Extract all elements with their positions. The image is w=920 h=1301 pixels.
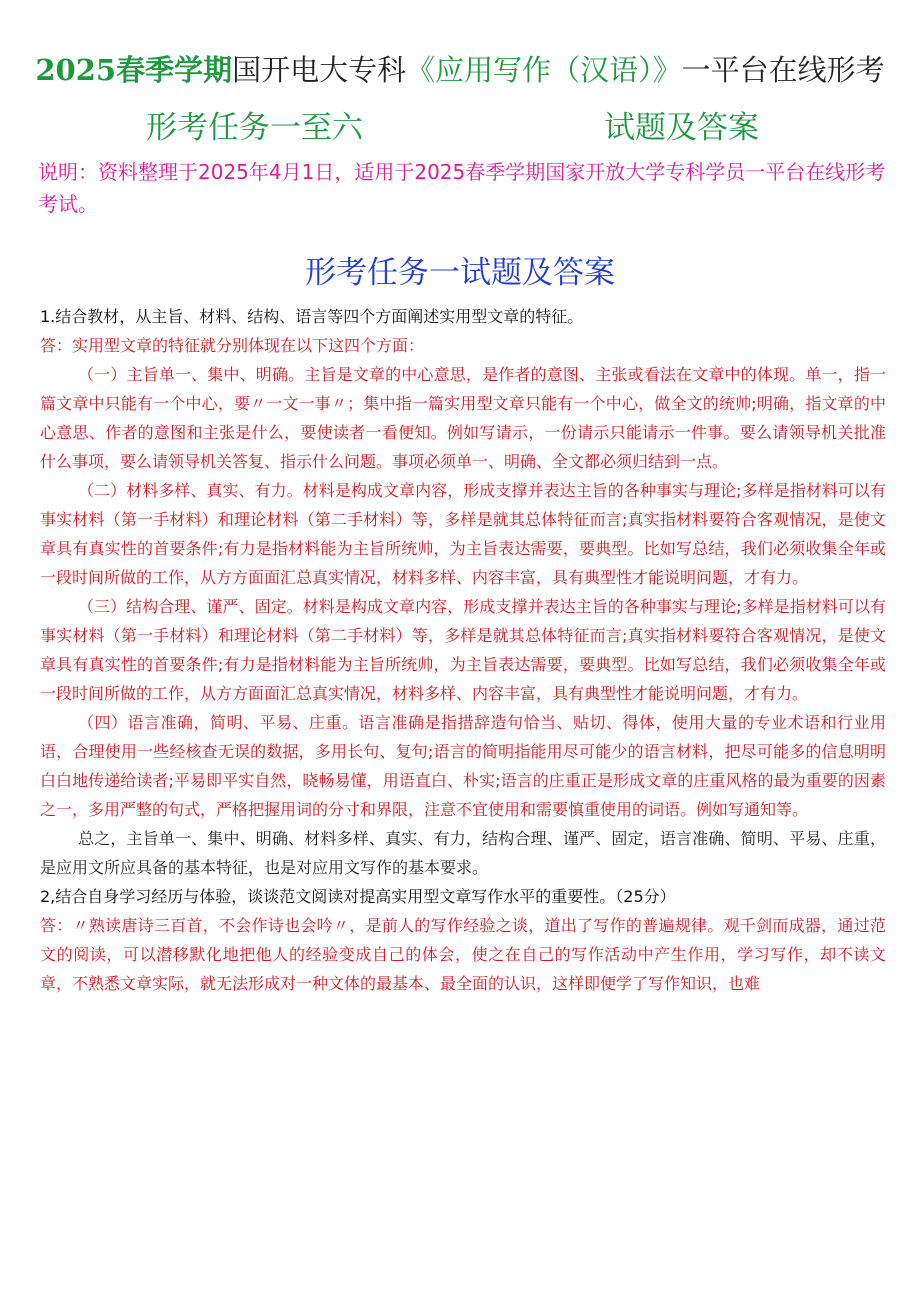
answer-1-point-1: （一）主旨单一、集中、明确。主旨是文章的中心意思，是作者的意图、主张或看法在文章中的体现。单一，指一篇文章中只能有一个中心，要〃一文一事〃；集中指一篇实用型文章只能有一个中心，做全文的统帅;明确，指文章的中心意思、作者的意图和主张是什么，要使读者一看便知。例如写请示，一份请示只能请示一件事。要么请领导机关批准什么事项，要么请领导机关答复、指示什么问题。事项必须单一、明确、全文都必须归结到一点。 bbox=[40, 365, 886, 471]
document-title bbox=[0, 50, 920, 90]
subtitle-answers: 试题及答案 bbox=[604, 110, 759, 146]
answer-1-point-3: （三）结构合理、谨严、固定。材料是构成文章内容，形成支撑并表达主旨的各种事实与理论;多样是指材料可以有事实材料（第一手材料）和理论材料（第二手材料）等，多样是就其总体特征而言;真实指材料要符合客观情况，是使文章具有真实性的首要条件;有力是指材料能为主旨所统帅，为主旨表达需要，要典型。比如写总结，我们必须收集全年或一段时间所做的工作，从方方面面汇总真实情况，材料多样、内容丰富，具有典型性才能说明问题，才有力。 bbox=[40, 597, 886, 703]
answer-1-intro: 答：实用型文章的特征就分别体现在以下这四个方面： bbox=[40, 336, 425, 355]
subtitle-tasks: 形考任务一至六 bbox=[146, 110, 363, 146]
answer-1-point-4: （四）语言准确，简明、平易、庄重。语言准确是指措辞造句恰当、贴切、得体，使用大量的专业术语和行业用语，合理使用一些经核查无误的数据，多用长句、复句;语言的简明指能用尽可能少的语言材料，把尽可能多的信息明明白白地传递给读者;平易即平实自然，晓畅易懂，用语直白、朴实;语言的庄重正是形成文章的庄重风格的最为重要的因素之一，多用严整的句式，严格把握用词的分寸和界限，注意不宜使用和需要慎重使用的词语。例如写通知等。 bbox=[40, 713, 886, 819]
title-course: 《应用写作（汉语）》 bbox=[406, 53, 682, 87]
document-body bbox=[40, 302, 886, 998]
answer-2: 答：〃熟读唐诗三百首，不会作诗也会吟〃，是前人的写作经验之谈，道出了写作的普遍规律。观千剑而成器，通过范文的阅读，可以潜移默化地把他人的经验变成自己的体会，使之在自己的写作活动中产生作用，学习写作，却不读文章，不熟悉文章实际，就无法形成对一种文体的最基本、最全面的认识，这样即便学了写作知识，也难 bbox=[40, 916, 886, 993]
section-title: 形考任务一试题及答案 bbox=[305, 255, 615, 291]
title-school: 国开电大专科 bbox=[232, 53, 407, 87]
answer-1-summary: 总之，主旨单一、集中、明确、材料多样、真实、有力，结构合理、谨严、固定，语言准确、简明、平易、庄重，是应用文所应具备的基本特征，也是对应用文写作的基本要求。 bbox=[40, 829, 886, 877]
question-1: 1.结合教材，从主旨、材料、结构、语言等四个方面阐述实用型文章的特征。 bbox=[40, 307, 584, 326]
explanation-note: 说明：资料整理于2025年4月1日，适用于2025春季学期国家开放大学专科学员一平台在线形考考试。 bbox=[38, 160, 886, 216]
question-2-text: 2,结合自身学习经历与体验，谈谈范文阅读对提高实用型文章写作水平的重要性。 bbox=[40, 887, 616, 906]
answer-1-point-2: （二）材料多样、真实、有力。材料是构成文章内容，形成支撑并表达主旨的各种事实与理论;多样是指材料可以有事实材料（第一手材料）和理论材料（第二手材料）等，多样是就其总体特征而言;真实指材料要符合客观情况，是使文章具有真实性的首要条件;有力是指材料能为主旨所统帅，为主旨表达需要，要典型。比如写总结，我们必须收集全年或一段时间所做的工作，从方方面面汇总真实情况，材料多样、内容丰富，具有典型性才能说明问题，才有力。 bbox=[40, 481, 886, 587]
question-2 bbox=[40, 882, 886, 911]
title-semester: 春季学期 bbox=[116, 53, 233, 87]
title-platform: 一平台在线形考 bbox=[681, 53, 885, 87]
title-year: 2025 bbox=[35, 53, 117, 87]
question-2-score: （25分） bbox=[615, 887, 676, 906]
